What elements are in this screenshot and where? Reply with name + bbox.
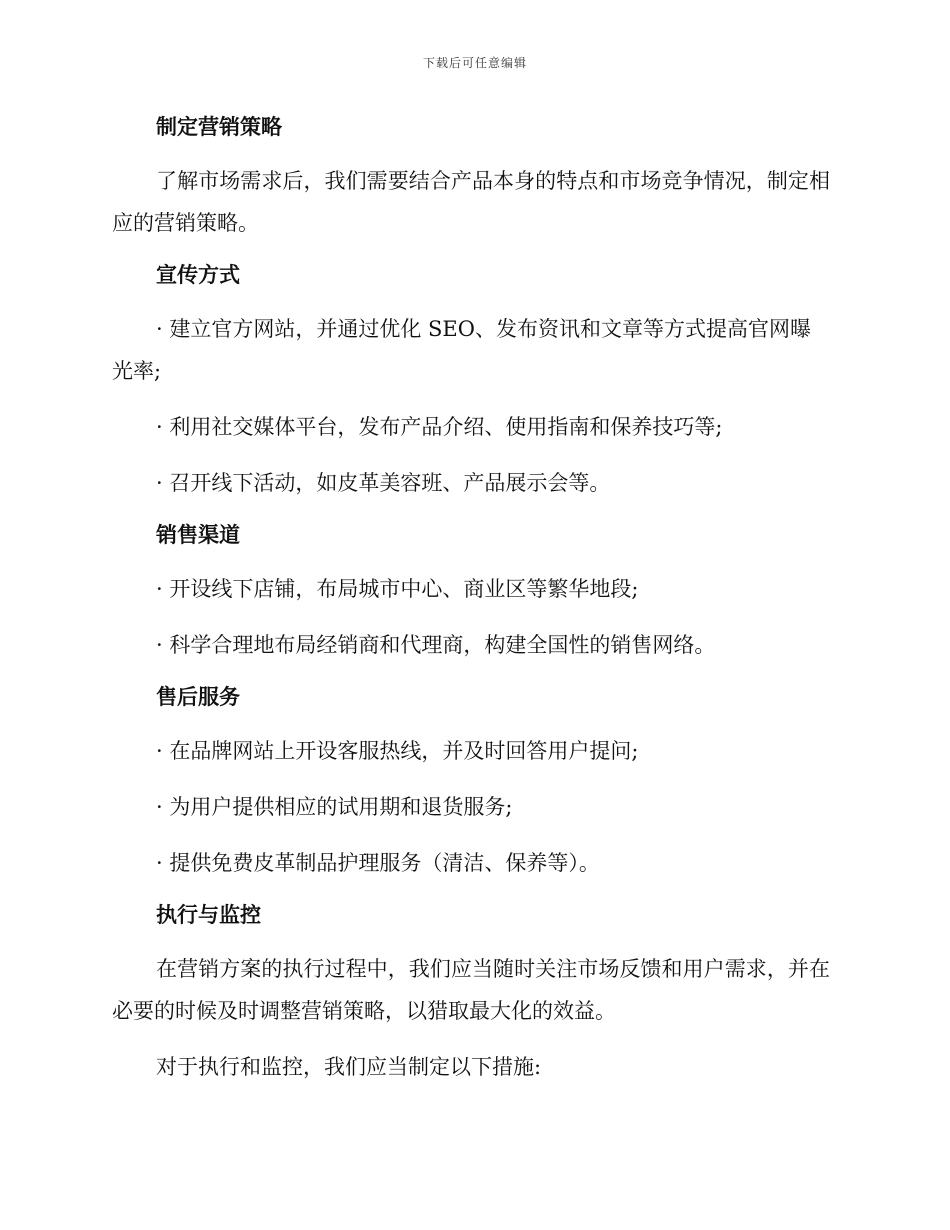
- heading-promotion: 宣传方式: [156, 263, 240, 287]
- promotion-item: · 建立官方网站，并通过优化 SEO、发布资讯和文章等方式提高官网曝光率;: [112, 317, 811, 383]
- after-sales-item: · 为用户提供相应的试用期和退货服务;: [156, 795, 513, 819]
- after-sales-item: · 在品牌网站上开设客服热线，并及时回答用户提问;: [156, 739, 639, 763]
- heading-after-sales: 售后服务: [156, 685, 240, 709]
- promotion-item: · 召开线下活动，如皮革美容班、产品展示会等。: [156, 471, 611, 495]
- paragraph-execution-measures: 对于执行和监控，我们应当制定以下措施:: [156, 1055, 542, 1079]
- paragraph-strategy: 了解市场需求后，我们需要结合产品本身的特点和市场竞争情况，制定相应的营销策略。: [112, 169, 830, 235]
- document-body: [112, 108, 830, 1088]
- channels-item: · 开设线下店铺，布局城市中心、商业区等繁华地段;: [156, 577, 639, 601]
- promotion-item: · 利用社交媒体平台，发布产品介绍、使用指南和保养技巧等;: [156, 415, 723, 439]
- header-note: 下载后可任意编辑: [422, 56, 527, 70]
- heading-channels: 销售渠道: [156, 523, 240, 547]
- heading-strategy: 制定营销策略: [156, 115, 282, 139]
- heading-execution: 执行与监控: [156, 903, 261, 927]
- paragraph-execution: 在营销方案的执行过程中，我们应当随时关注市场反馈和用户需求，并在必要的时候及时调整营销策略，以猎取最大化的效益。: [112, 957, 830, 1023]
- after-sales-item: · 提供免费皮革制品护理服务（清洁、保养等）。: [156, 851, 600, 875]
- channels-item: · 科学合理地布局经销商和代理商，构建全国性的销售网络。: [156, 633, 716, 657]
